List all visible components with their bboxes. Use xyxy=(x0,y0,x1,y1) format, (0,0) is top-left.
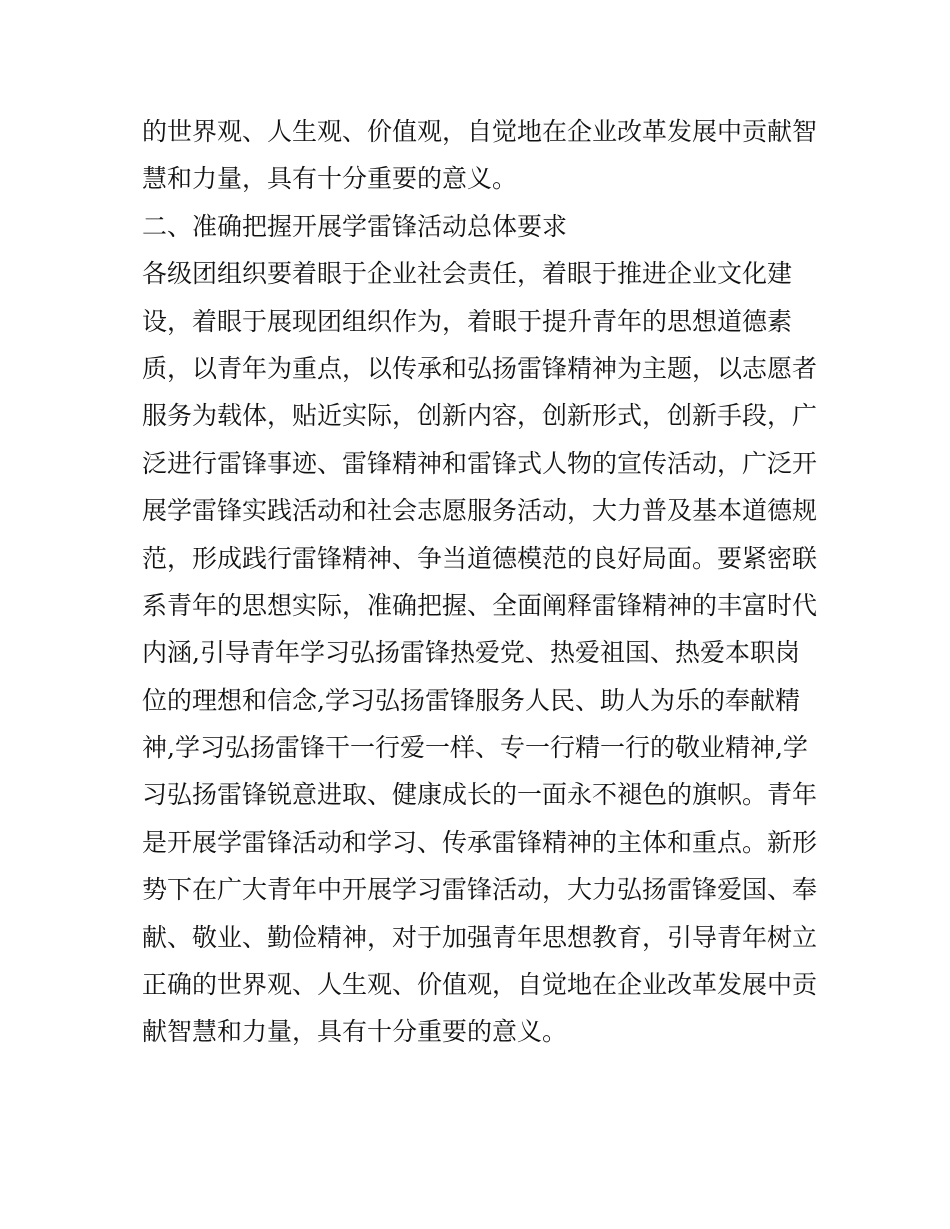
text-line: 服务为载体，贴近实际，创新内容，创新形式，创新手段，广 xyxy=(142,401,818,431)
text-line: 范，形成践行雷锋精神、争当道德模范的良好局面。要紧密联 xyxy=(142,543,818,573)
text-line: 势下在广大青年中开展学习雷锋活动，大力弘扬雷锋爱国、奉 xyxy=(142,875,818,905)
body-text xyxy=(142,108,822,1056)
text-line: 献智慧和力量，具有十分重要的意义。 xyxy=(142,1017,568,1047)
text-line: 内涵,引导青年学习弘扬雷锋热爱党、热爱祖国、热爱本职岗 xyxy=(142,638,800,668)
text-line: 神,学习弘扬雷锋干一行爱一样、专一行精一行的敬业精神,学 xyxy=(142,733,808,763)
section-heading: 二、准确把握开展学雷锋活动总体要求 xyxy=(142,211,568,241)
text-line: 系青年的思想实际，准确把握、全面阐释雷锋精神的丰富时代 xyxy=(142,590,818,620)
text-line: 习弘扬雷锋锐意进取、健康成长的一面永不褪色的旗帜。青年 xyxy=(142,780,818,810)
text-line: 的世界观、人生观、价值观，自觉地在企业改革发展中贡献智 xyxy=(142,117,818,146)
text-line: 位的理想和信念,学习弘扬雷锋服务人民、助人为乐的奉献精 xyxy=(142,685,800,715)
text-line: 是开展学雷锋活动和学习、传承雷锋精神的主体和重点。新形 xyxy=(142,827,818,857)
text-line: 泛进行雷锋事迹、雷锋精神和雷锋式人物的宣传活动，广泛开 xyxy=(142,448,818,478)
text-line: 献、敬业、勤俭精神，对于加强青年思想教育，引导青年树立 xyxy=(142,922,818,952)
text-line: 展学雷锋实践活动和社会志愿服务活动，大力普及基本道德规 xyxy=(142,496,818,526)
text-line: 正确的世界观、人生观、价值观，自觉地在企业改革发展中贡 xyxy=(142,970,818,1000)
text-line: 慧和力量，具有十分重要的意义。 xyxy=(142,164,518,194)
text-line: 设，着眼于展现团组织作为，着眼于提升青年的思想道德素 xyxy=(142,306,793,336)
text-line: 各级团组织要着眼于企业社会责任，着眼于推进企业文化建 xyxy=(142,259,793,289)
text-line: 质，以青年为重点，以传承和弘扬雷锋精神为主题，以志愿者 xyxy=(142,353,818,383)
